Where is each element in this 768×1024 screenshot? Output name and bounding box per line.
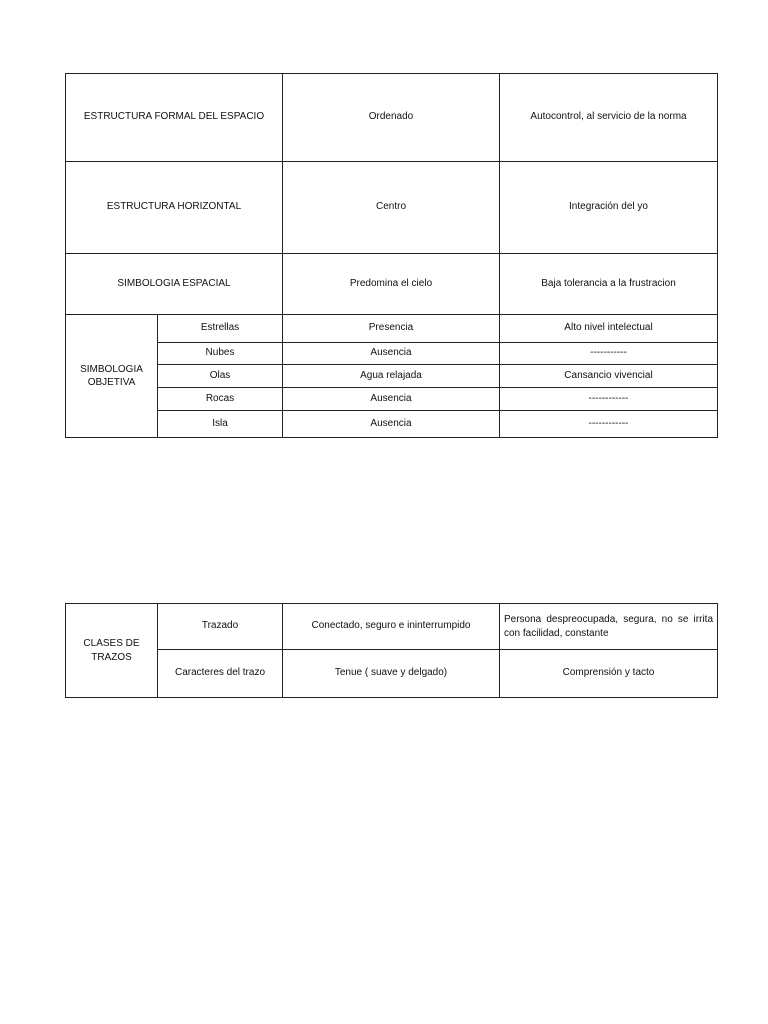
trazo-interpretation-cell: Comprensión y tacto — [500, 650, 718, 698]
row-label: ESTRUCTURA HORIZONTAL — [66, 162, 283, 254]
table-row — [66, 343, 718, 365]
interpretation-cell: ------------ — [500, 388, 718, 411]
group-label-line: CLASES DE — [83, 638, 140, 649]
interpretation-cell: Alto nivel intelectual — [500, 315, 718, 343]
analysis-table — [65, 73, 718, 438]
row-interpretation: Autocontrol, al servicio de la norma — [500, 74, 718, 162]
value-cell: Ausencia — [283, 388, 500, 411]
table-row — [66, 74, 718, 162]
row-interpretation: Integración del yo — [500, 162, 718, 254]
trazo-type-cell: Trazado — [158, 604, 283, 650]
element-cell: Rocas — [158, 388, 283, 411]
table-row — [66, 411, 718, 438]
row-value: Ordenado — [283, 74, 500, 162]
table-row — [66, 604, 718, 650]
group-label-line: OBJETIVA — [87, 377, 136, 388]
element-cell: Olas — [158, 365, 283, 388]
trazos-table — [65, 603, 718, 698]
interpretation-cell: ----------- — [500, 343, 718, 365]
simbologia-objetiva-label — [66, 315, 158, 438]
group-label-line: SIMBOLOGIA — [80, 363, 143, 375]
table-row — [66, 650, 718, 698]
interpretation-cell: ------------ — [500, 411, 718, 438]
table-row — [66, 315, 718, 343]
row-value: Centro — [283, 162, 500, 254]
value-cell: Ausencia — [283, 411, 500, 438]
table-row — [66, 254, 718, 315]
group-label-line: TRAZOS — [91, 651, 132, 663]
clases-de-trazos-label — [66, 604, 158, 698]
row-label: ESTRUCTURA FORMAL DEL ESPACIO — [66, 74, 283, 162]
row-interpretation: Baja tolerancia a la frustracion — [500, 254, 718, 315]
interpretation-cell: Cansancio vivencial — [500, 365, 718, 388]
trazo-value-cell: Tenue ( suave y delgado) — [283, 650, 500, 698]
trazo-value-cell: Conectado, seguro e ininterrumpido — [283, 604, 500, 650]
element-cell: Estrellas — [158, 315, 283, 343]
trazo-type-cell: Caracteres del trazo — [158, 650, 283, 698]
table-row — [66, 388, 718, 411]
value-cell: Agua relajada — [283, 365, 500, 388]
table-row — [66, 365, 718, 388]
element-cell: Isla — [158, 411, 283, 438]
element-cell: Nubes — [158, 343, 283, 365]
row-label: SIMBOLOGIA ESPACIAL — [66, 254, 283, 315]
trazo-interpretation-cell: Persona despreocupada, segura, no se irrita con facilidad, constante — [500, 604, 718, 650]
row-value: Predomina el cielo — [283, 254, 500, 315]
table-row — [66, 162, 718, 254]
value-cell: Presencia — [283, 315, 500, 343]
value-cell: Ausencia — [283, 343, 500, 365]
